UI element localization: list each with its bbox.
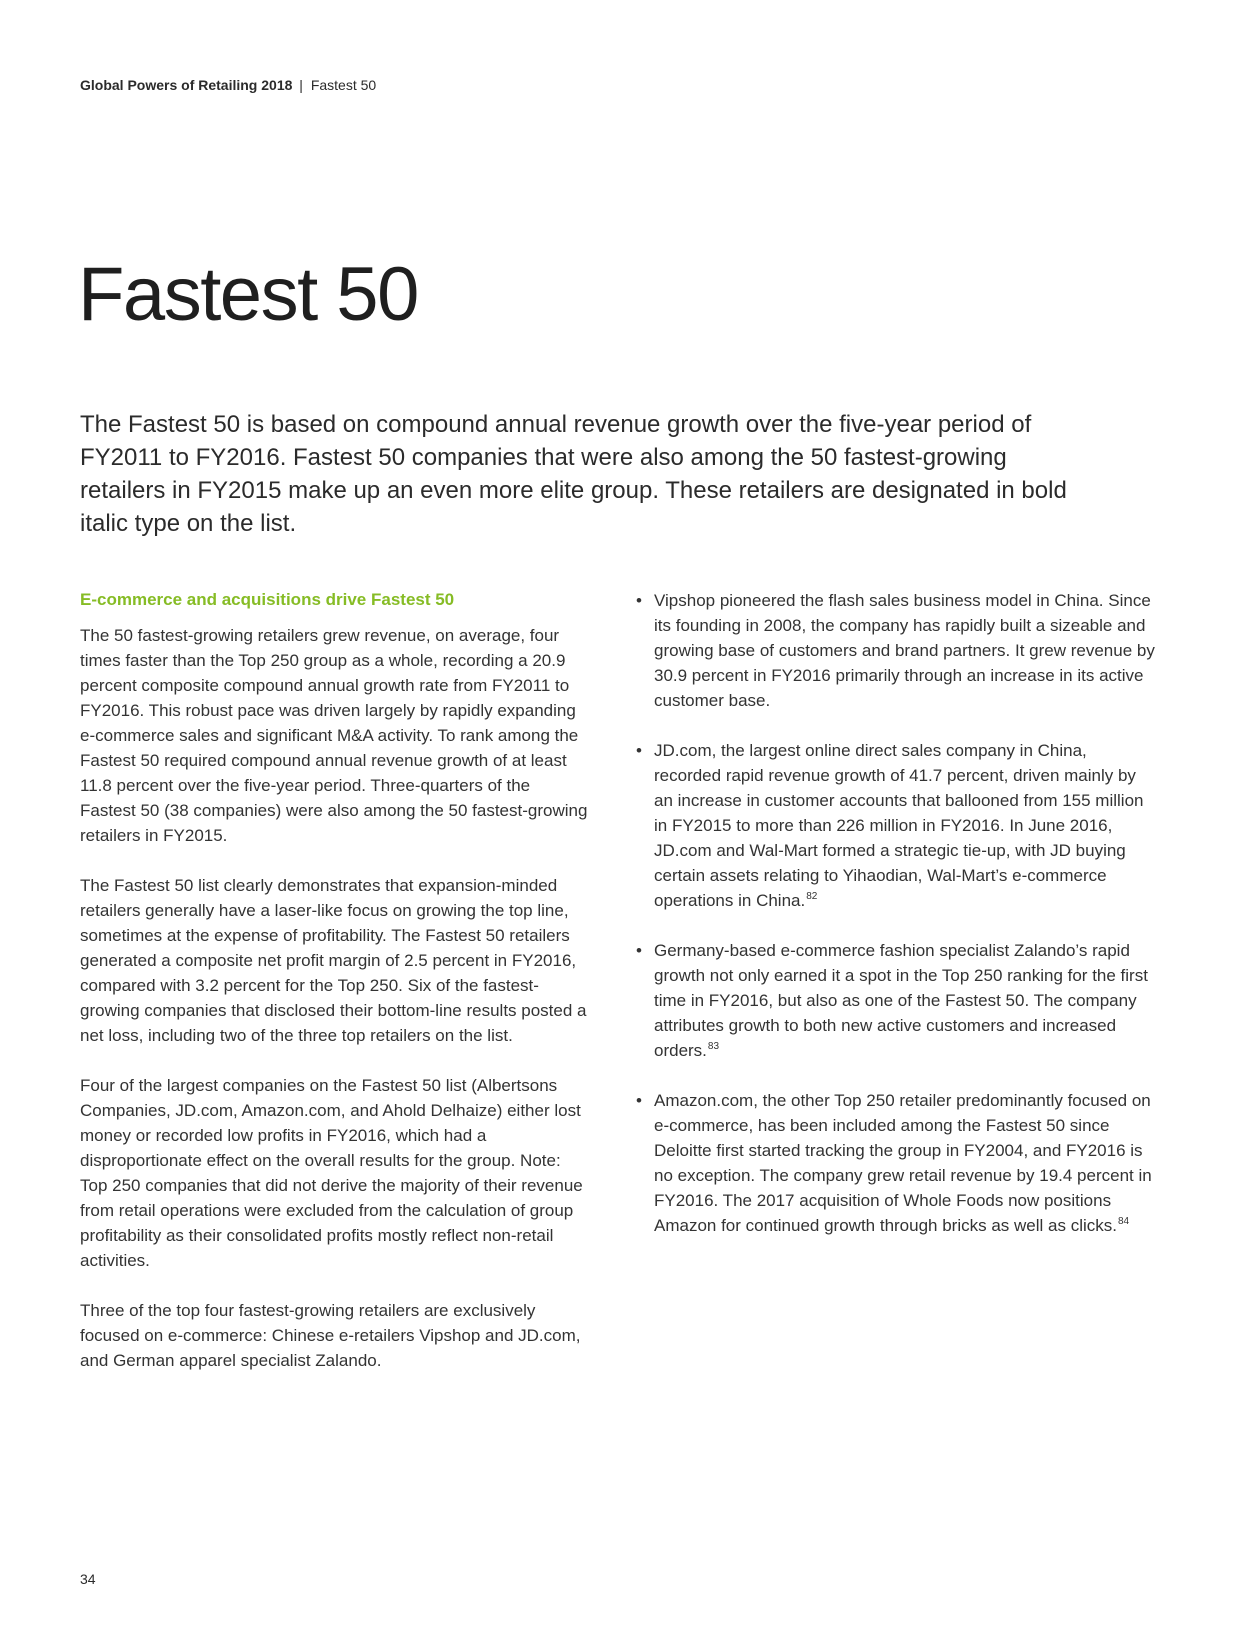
right-column — [636, 588, 1156, 1263]
bullet-vipshop — [636, 588, 1156, 713]
body-paragraph-3: Four of the largest companies on the Fastest 50 list (Albertsons Companies, JD.com, Amazon.com, and Ahold Delhaize) either lost money or recorded low profits in FY2016, which had a disproportionate effect on the overall results for the group. Note: Top 250 companies that did not derive the majority of their revenue from retail operations were excluded from the calculation of group profitability as their consolidated profits mostly reflect non-retail activities. — [80, 1076, 583, 1270]
bullet-list — [636, 588, 1156, 1238]
page-number: 34 — [80, 1571, 96, 1587]
section-heading: E-commerce and acquisitions drive Fastest 50 — [80, 590, 455, 609]
body-paragraph-4: Three of the top four fastest-growing retailers are exclusively focused on e-commerce: Chinese e-retailers Vipshop and JD.com, and German apparel specialist Zalando. — [80, 1301, 581, 1370]
running-header — [80, 76, 376, 94]
body-paragraph-2: The Fastest 50 list clearly demonstrates that expansion-minded retailers generally have a laser-like focus on growing the top line, sometimes at the expense of profitability. The Fastest 50 retailers generated a composite net profit margin of 2.5 percent in FY2016, compared with 3.2 percent for the Top 250. Six of the fastest-growing companies that disclosed their bottom-line results posted a net loss, including two of the three top retailers on the list. — [80, 876, 587, 1045]
intro-paragraph: The Fastest 50 is based on compound annual revenue growth over the five-year period of FY2011 to FY2016. Fastest 50 companies that were also among the 50 fastest-growing retailers in FY2015 make up an even more elite group. These retailers are designated in bold italic type on the list. — [80, 411, 1067, 537]
page-title: Fastest 50 — [78, 252, 418, 337]
bullet-amazon — [636, 1088, 1156, 1238]
bullet-jd-com — [636, 738, 1156, 913]
bullet-dot-icon: • — [636, 1091, 642, 1110]
footnote-ref: 82 — [806, 891, 818, 903]
bullet-text: JD.com, the largest online direct sales company in China, recorded rapid revenue growth of 41.7 percent, driven mainly by an increase in customer accounts that ballooned from 155 million in FY2015 to more than 226 million in FY2016. In June 2016, JD.com and Wal-Mart formed a strategic tie-up, with JD buying certain assets relating to Yihaodian, Wal-Mart’s e-commerce operations in China. — [654, 741, 1144, 910]
bullet-dot-icon: • — [636, 741, 642, 760]
bullet-text: Vipshop pioneered the flash sales business model in China. Since its founding in 2008, the company has rapidly built a sizeable and growing base of customers and brand partners. It grew revenue by 30.9 percent in FY2016 primarily through an increase in its active customer base. — [654, 591, 1155, 710]
bullet-dot-icon: • — [636, 591, 642, 610]
footnote-ref: 83 — [707, 1041, 720, 1053]
publication-title: Global Powers of Retailing 2018 — [80, 77, 293, 93]
bullet-dot-icon: • — [636, 941, 642, 960]
bullet-text: Amazon.com, the other Top 250 retailer predominantly focused on e-commerce, has been included among the Fastest 50 since Deloitte first started tracking the group in FY2004, and FY2016 is no exception. The company grew retail revenue by 19.4 percent in FY2016. The 2017 acquisition of Whole Foods now positions Amazon for continued growth through bricks as well as clicks. — [654, 1091, 1152, 1235]
body-paragraph-1: The 50 fastest-growing retailers grew revenue, on average, four times faster than the Top 250 group as a whole, recording a 20.9 percent composite compound annual growth rate from FY2011 to FY2016. This robust pace was driven largely by rapidly expanding e-commerce sales and significant M&A activity. To rank among the Fastest 50 required compound annual revenue growth of at least 11.8 percent over the five-year period. Three-quarters of the Fastest 50 (38 companies) were also among the 50 fastest-growing retailers in FY2015. — [80, 626, 588, 845]
bullet-zalando — [636, 938, 1156, 1063]
left-column — [80, 588, 590, 1398]
header-separator: | — [299, 77, 303, 93]
bullet-text: Germany-based e-commerce fashion specialist Zalando’s rapid growth not only earned it a spot in the Top 250 ranking for the first time in FY2016, but also as one of the Fastest 50. The company attributes growth to both new active customers and increased orders. — [654, 941, 1148, 1060]
header-section-name: Fastest 50 — [310, 77, 377, 93]
footnote-ref: 84 — [1117, 1216, 1130, 1228]
